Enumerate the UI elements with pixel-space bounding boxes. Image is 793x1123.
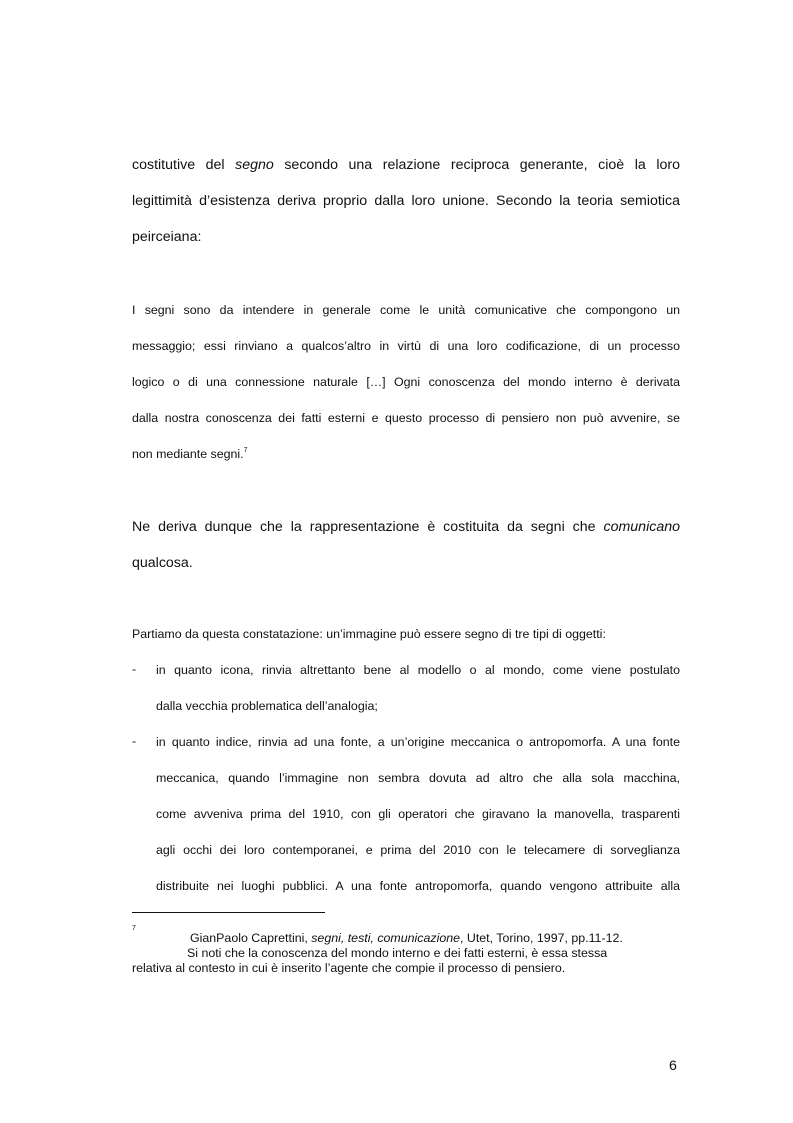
list-item-body: [156, 662, 680, 734]
list-line: dalla vecchia problematica dell’analogia;: [156, 699, 378, 713]
paragraph-line: Partiamo da questa constatazione: un’immagine può essere segno di tre tipi di oggetti:: [132, 627, 606, 641]
list-line: in quanto icona, rinvia altrettanto bene al modello o al mondo, come viene postulato: [156, 663, 680, 677]
list-line: meccanica, quando l’immagine non sembra dovuta ad altro che alla sola macchina,: [156, 771, 680, 785]
bullet-dash: -: [132, 734, 137, 748]
bullet-dash: -: [132, 662, 137, 676]
paragraph-1: [132, 156, 680, 264]
footnote-separator: [132, 912, 325, 913]
quote-line: non mediante segni.$^7$: [132, 447, 248, 461]
quote-line: logico o di una connessione naturale […] Ogni conoscenza del mondo interno è derivata: [132, 375, 680, 389]
footnote-reference[interactable]: 7: [243, 447, 248, 454]
page-number: 6: [669, 1058, 677, 1074]
footnote-note-line: relativa al contesto in cui è inserito l’agente che compie il processo di pensiero.: [132, 961, 566, 975]
list-line: agli occhi dei loro contemporanei, e prima del 2010 con le telecamere di sorveglianza: [156, 843, 680, 857]
footnote-number: 7: [132, 925, 136, 932]
list-item-body: [156, 734, 680, 914]
paragraph-3-intro: [132, 626, 680, 662]
list-line: in quanto indice, rinvia ad una fonte, a un’origine meccanica o antropomorfa. A una fonte: [156, 735, 680, 749]
paragraph-line: legittimità d’esistenza deriva proprio dalla loro unione. Secondo la teoria semiotica: [132, 193, 680, 209]
footnote-note-line: Si noti che la conoscenza del mondo interno e dei fatti esterni, è essa stessa: [187, 946, 608, 960]
paragraph-line: peirceiana:: [132, 229, 202, 245]
paragraph-line: qualcosa.: [132, 555, 193, 571]
paragraph-line: costitutive del segno secondo una relazione reciproca generante, cioè la loro: [132, 157, 680, 173]
quote-line: dalla nostra conoscenza dei fatti esterni e questo processo di pensiero non può avvenire, se: [132, 411, 680, 425]
paragraph-line: Ne deriva dunque che la rappresentazione è costituita da segni che comunicano: [132, 519, 680, 535]
block-quote: [132, 302, 680, 482]
quote-line: I segni sono da intendere in generale come le unità comunicative che compongono un: [132, 303, 680, 317]
list-line: come avveniva prima del 1910, con gli operatori che giravano la manovella, trasparenti: [156, 807, 680, 821]
footnote-citation: GianPaolo Caprettini, segni, testi, comunicazione, Utet, Torino, 1997, pp.11-12.: [190, 931, 623, 945]
paragraph-2: [132, 518, 680, 590]
quote-line: messaggio; essi rinviano a qualcos’altro in virtù di una loro codificazione, di un processo: [132, 339, 680, 353]
list-line: distribuite nei luoghi pubblici. A una fonte antropomorfa, quando vengono attribuite alla: [156, 879, 680, 893]
